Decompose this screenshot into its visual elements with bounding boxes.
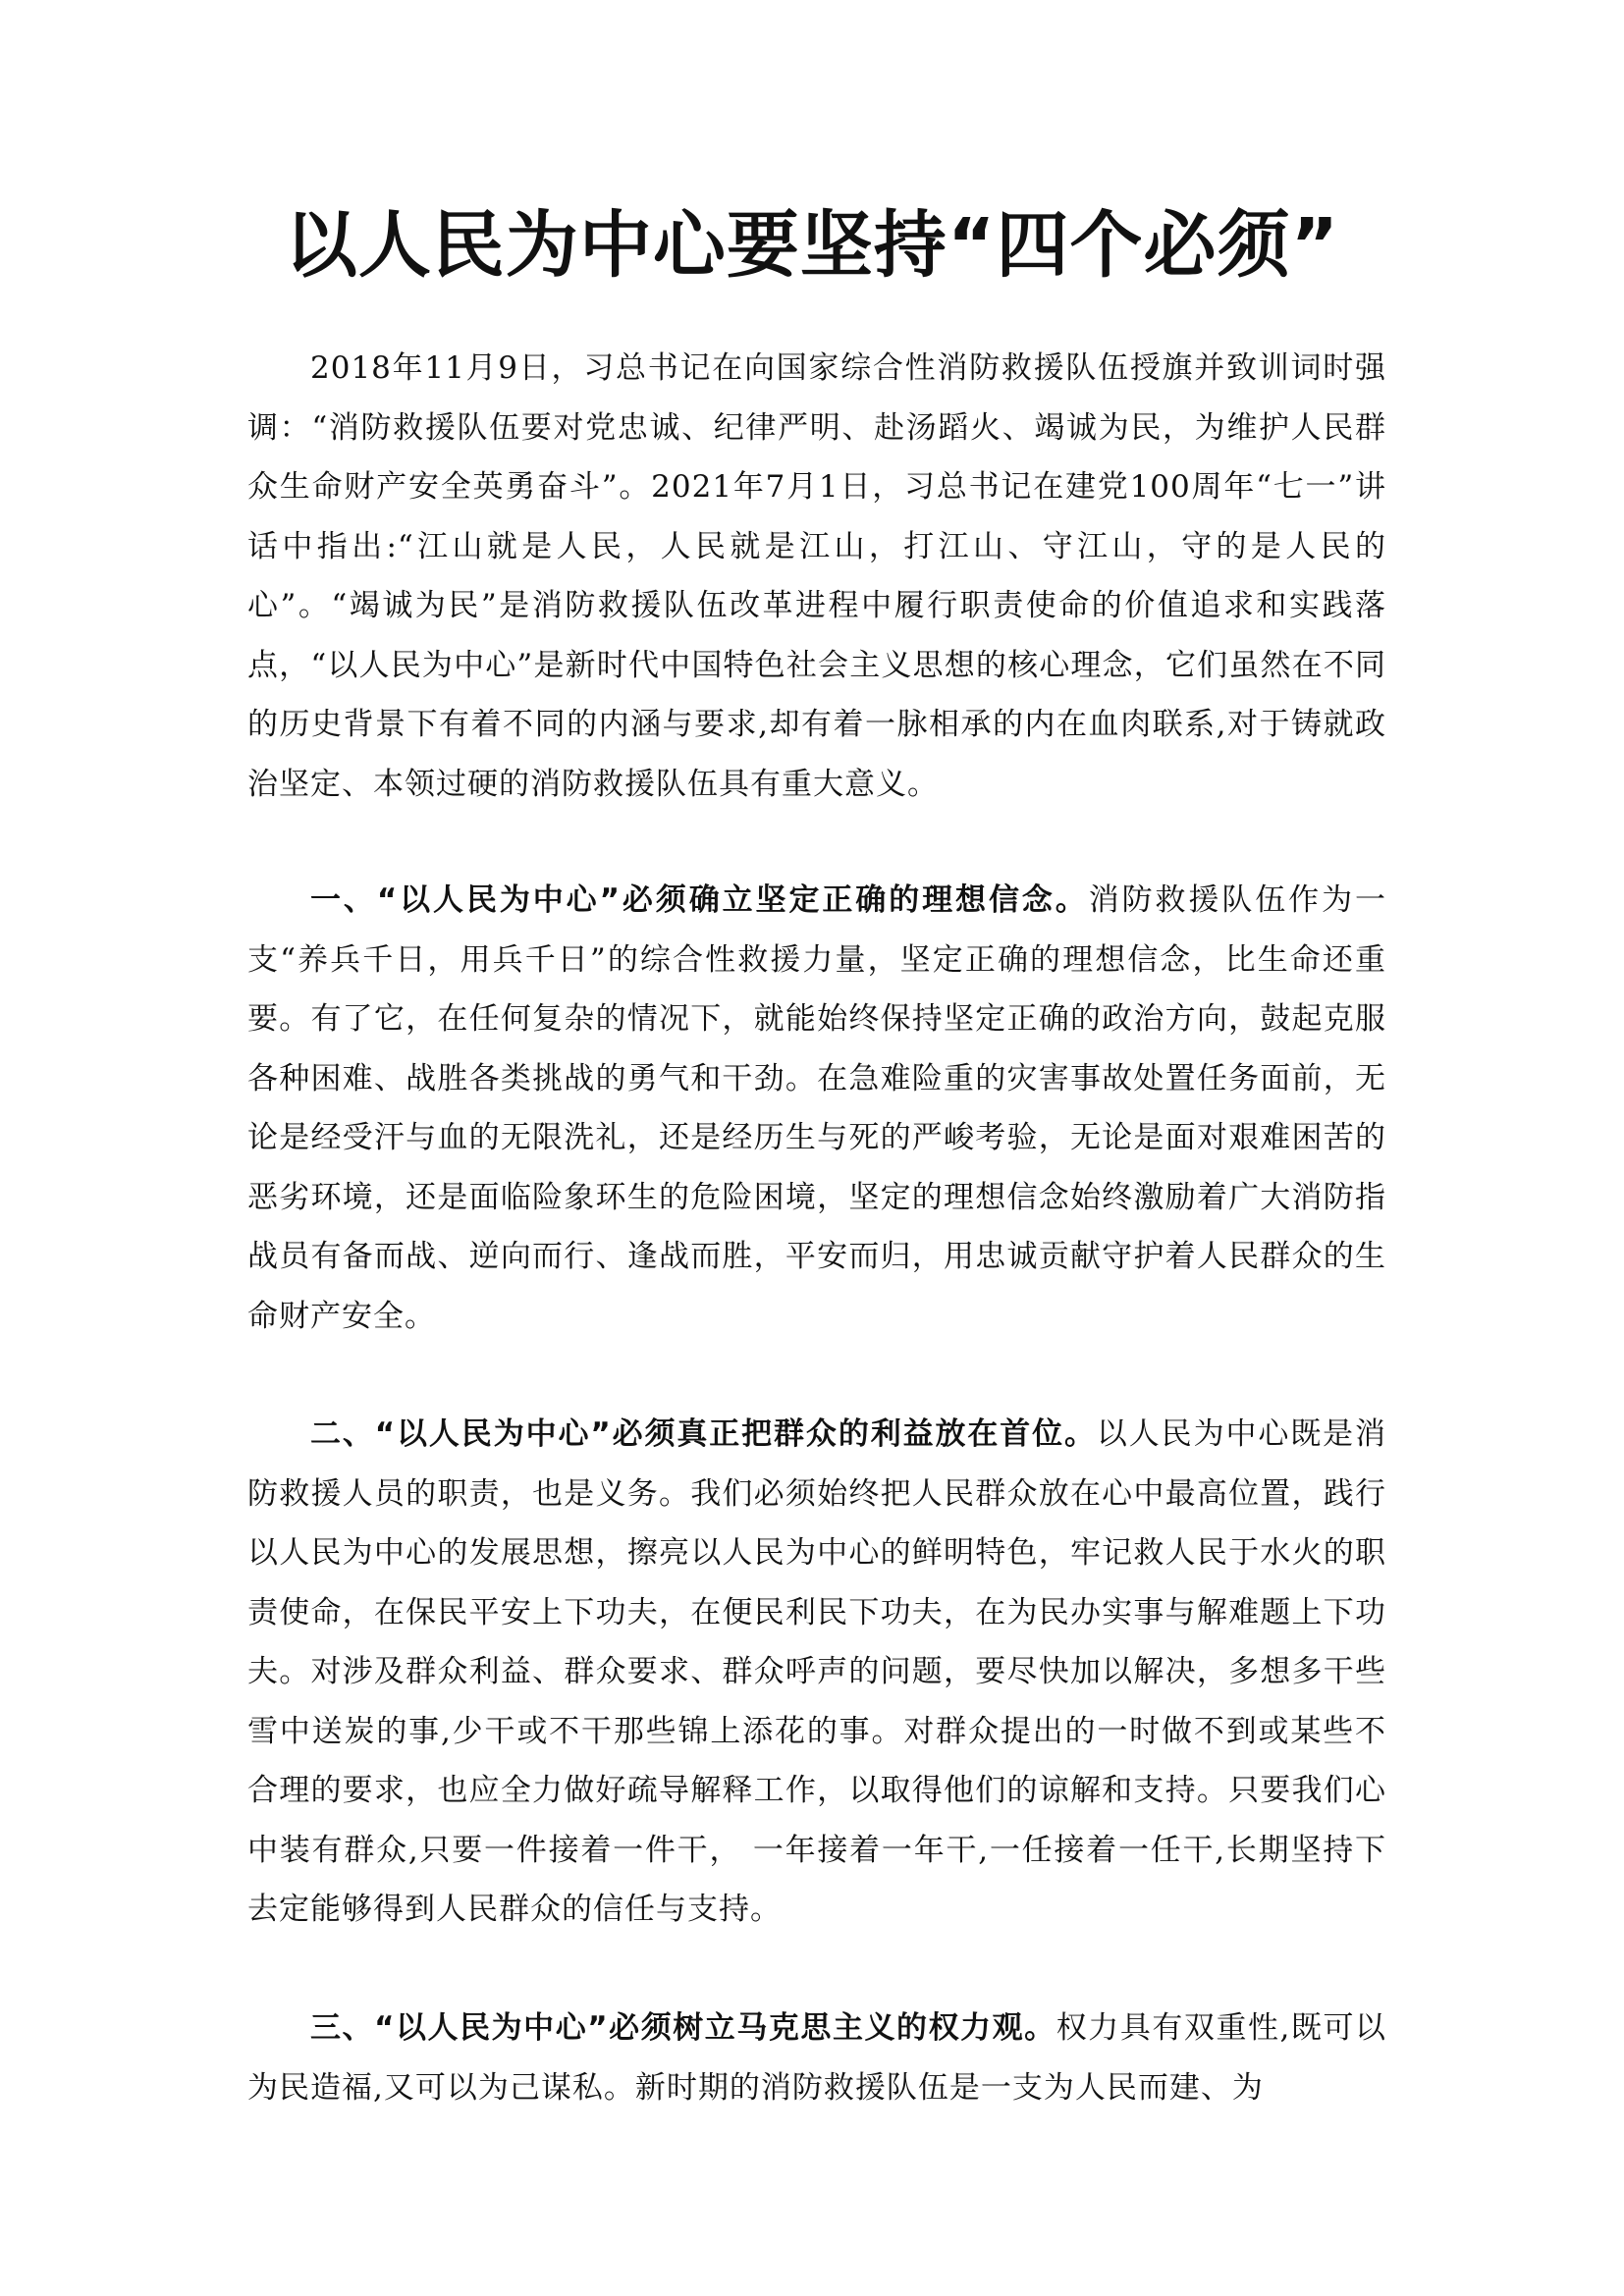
- intro-paragraph: 2018年11月9日，习总书记在向国家综合性消防救援队伍授旗并致训词时强调：“消防救援队伍要对党忠诚、纪律严明、赴汤蹈火、竭诚为民，为维护人民群众生命财产安全英勇奋斗”。2021年7月1日，习总书记在建党100周年“七一”讲话中指出:“江山就是人民，人民就是江山，打江山、守江山，守的是人民的心”。“竭诚为民”是消防救援队伍改革进程中履行职责使命的价值追求和实践落点，“以人民为中心”是新时代中国特色社会主义思想的核心理念，它们虽然在不同的历史背景下有着不同的内涵与要求,却有着一脉相承的内在血肉联系,对于铸就政治坚定、本领过硬的消防救援队伍具有重大意义。: [247, 350, 1386, 802]
- section-3-paragraph: [247, 1999, 1386, 2117]
- document-title: 以人民为中心要坚持“四个必须”: [284, 203, 1340, 288]
- section-2-paragraph: [247, 1405, 1386, 1940]
- section-3-heading: 三、“以人民为中心”必须树立马克思主义的权力观。: [310, 2010, 1056, 2046]
- section-1-body: 消防救援队伍作为一支“养兵千日，用兵千日”的综合性救援力量，坚定正确的理想信念，比生命还重要。有了它，在任何复杂的情况下，就能始终保持坚定正确的政治方向，鼓起克服各种困难、战胜各类挑战的勇气和干劲。在急难险重的灾害事故处置任务面前，无论是经受汗与血的无限洗礼，还是经历生与死的严峻考验，无论是面对艰难困苦的恶劣环境，还是面临险象环生的危险困境，坚定的理想信念始终激励着广大消防指战员有备而战、逆向而行、逢战而胜，平安而归，用忠诚贡献守护着人民群众的生命财产安全。: [247, 882, 1386, 1334]
- section-1-heading: 一、“以人民为中心”必须确立坚定正确的理想信念。: [310, 882, 1089, 918]
- section-2-body: 以人民为中心既是消防救援人员的职责，也是义务。我们必须始终把人民群众放在心中最高位置，践行以人民为中心的发展思想，擦亮以人民为中心的鲜明特色，牢记救人民于水火的职责使命，在保民平安上下功夫，在便民利民下功夫，在为民办实事与解难题上下功夫。对涉及群众利益、群众要求、群众呼声的问题，要尽快加以解决，多想多干些雪中送炭的事,少干或不干那些锦上添花的事。对群众提出的一时做不到或某些不合理的要求，也应全力做好疏导解释工作，以取得他们的谅解和支持。只要我们心中装有群众,只要一件接着一件干， 一年接着一年干,一任接着一任干,长期坚持下去定能够得到人民群众的信任与支持。: [247, 1416, 1386, 1927]
- section-2-heading: 二、“以人民为中心”必须真正把群众的利益放在首位。: [310, 1416, 1097, 1452]
- section-1-paragraph: [247, 871, 1386, 1346]
- section-3-body: 权力具有双重性,既可以为民造福,又可以为己谋私。新时期的消防救援队伍是一支为人民而建、为: [247, 2010, 1386, 2106]
